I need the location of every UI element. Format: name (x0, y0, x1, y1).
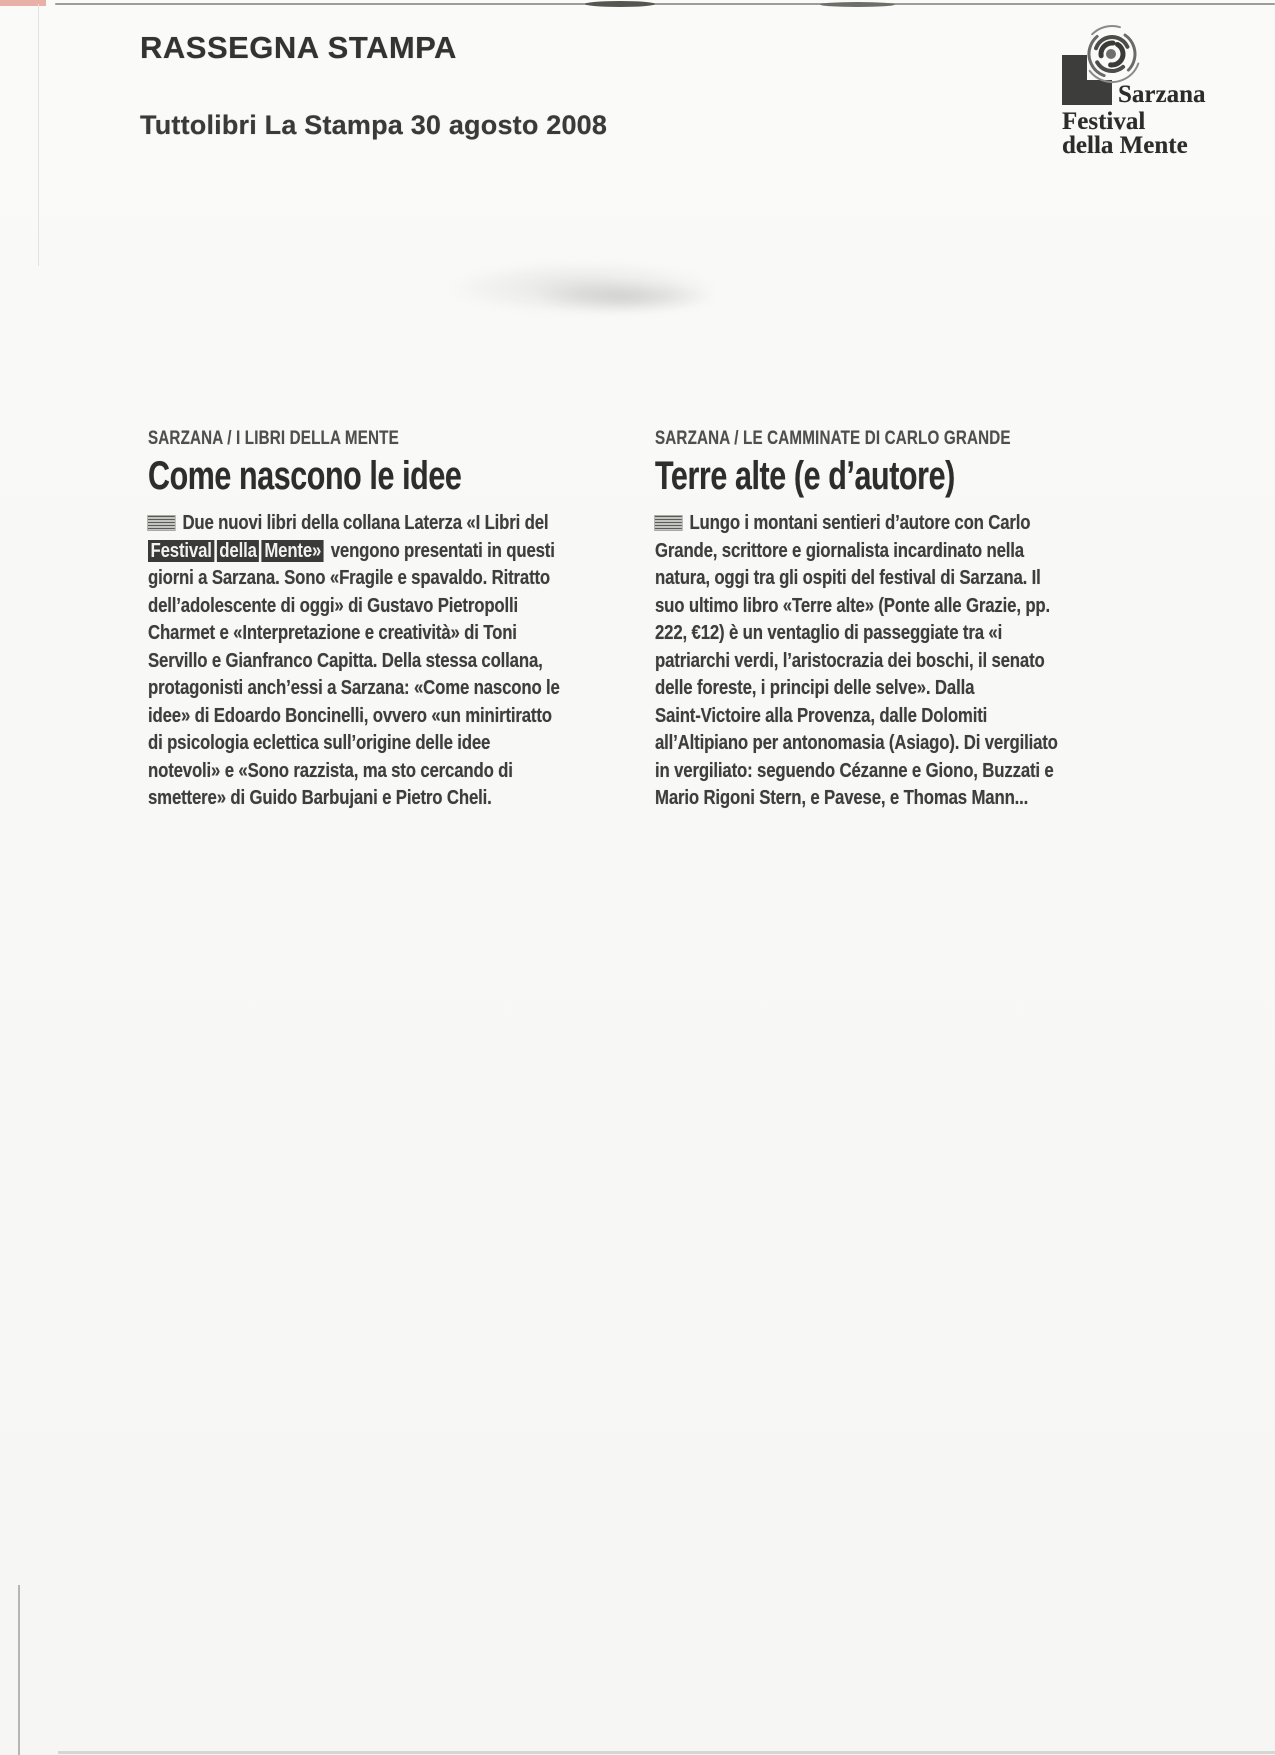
body-line (655, 565, 1159, 593)
body-line (655, 648, 1159, 676)
logo-text-festival: Festival (1062, 108, 1146, 135)
body-line (148, 730, 652, 758)
scan-edge-bottom (58, 1751, 1275, 1754)
paragraph-marker-icon (655, 516, 682, 530)
body-text: Charmet e «Interpretazione e creatività» di Toni (148, 622, 517, 644)
article-headline: Terre alte (e d’autore) (655, 454, 955, 498)
body-text: in vergiliato: seguendo Cézanne e Giono, Buzzati e (655, 759, 1054, 782)
festival-della-mente-logo (1054, 30, 1264, 160)
page-subtitle: Tuttolibri La Stampa 30 agosto 2008 (140, 110, 608, 140)
body-line (655, 620, 1159, 648)
paragraph-marker-icon (148, 516, 175, 530)
body-line (655, 538, 1159, 566)
body-line (148, 785, 652, 813)
body-text: patriarchi verdi, l’aristocrazia dei boschi, il senato (655, 649, 1045, 672)
body-line (148, 593, 652, 621)
body-text: idee» di Edoardo Boncinelli, ovvero «un minirtiratto (148, 704, 552, 727)
body-text: dell’adolescente di oggi» di Gustavo Pietropolli (148, 594, 519, 617)
article-body (148, 510, 652, 813)
body-text: Due nuovi libri della collana Laterza «I Libri del (182, 512, 549, 534)
body-line (148, 648, 652, 676)
body-text: Servillo e Gianfranco Capitta. Della stessa collana, (148, 649, 543, 672)
scan-edge-blob (820, 2, 895, 7)
body-line (655, 730, 1159, 758)
page-title: RASSEGNA STAMPA (140, 30, 457, 65)
body-line (655, 510, 1159, 538)
body-text: delle foreste, i principi delle selve». Dalla (655, 677, 975, 699)
search-highlight: della (217, 540, 259, 562)
scan-edge-left (38, 4, 39, 266)
body-line (148, 758, 652, 786)
body-text: natura, oggi tra gli ospiti del festival di Sarzana. Il (655, 567, 1041, 589)
search-highlight: Festival (148, 540, 214, 562)
body-line (655, 593, 1159, 621)
body-line (148, 703, 652, 731)
logo-text-sarzana: Sarzana (1118, 81, 1206, 108)
body-text: Mario Rigoni Stern, e Pavese, e Thomas Mann... (655, 787, 1029, 809)
body-text: Saint-Victoire alla Provenza, dalle Dolomiti (655, 704, 988, 727)
body-text: smettere» di Guido Barbujani e Pietro Cheli. (148, 787, 492, 809)
article-body (655, 510, 1159, 813)
scan-edge-top (55, 3, 1275, 5)
body-text: Grande, scrittore e giornalista incardinato nella (655, 539, 1024, 562)
body-line (655, 758, 1159, 786)
body-line (148, 565, 652, 593)
body-line (655, 675, 1159, 703)
body-text: vengono presentati in questi (326, 539, 555, 562)
body-text: protagonisti anch’essi a Sarzana: «Come nascono le (148, 677, 560, 699)
scan-corner-artifact (0, 0, 46, 6)
body-text: di psicologia eclettica sull’origine delle idee (148, 732, 491, 754)
body-line (655, 703, 1159, 731)
scan-edge-left-bottom (18, 1585, 20, 1755)
search-highlight: Mente» (262, 540, 324, 562)
body-line (148, 510, 652, 538)
article-kicker: SARZANA / LE CAMMINATE DI CARLO GRANDE (655, 428, 1011, 449)
logo-text-della-mente: della Mente (1062, 132, 1188, 159)
scan-smudge (540, 282, 710, 312)
body-text: suo ultimo libro «Terre alte» (Ponte alle Grazie, pp. (655, 594, 1051, 617)
article-terre-alte (655, 428, 1255, 813)
body-line (148, 675, 652, 703)
body-text: Lungo i montani sentieri d’autore con Carlo (689, 512, 1031, 534)
article-kicker: SARZANA / I LIBRI DELLA MENTE (148, 428, 399, 449)
body-line (148, 538, 652, 566)
body-line (655, 785, 1159, 813)
body-text: giorni a Sarzana. Sono «Fragile e spavaldo. Ritratto (148, 567, 551, 589)
scan-edge-blob (585, 1, 655, 7)
logo-spiral-icon (1076, 18, 1148, 90)
body-text: all’Altipiano per antonomasia (Asiago). Di vergiliato (655, 732, 1058, 754)
article-headline: Come nascono le idee (148, 454, 462, 498)
body-text: notevoli» e «Sono razzista, ma sto cercando di (148, 759, 513, 782)
body-line (148, 620, 652, 648)
body-text: 222, €12) è un ventaglio di passeggiate tra «i (655, 622, 1003, 644)
